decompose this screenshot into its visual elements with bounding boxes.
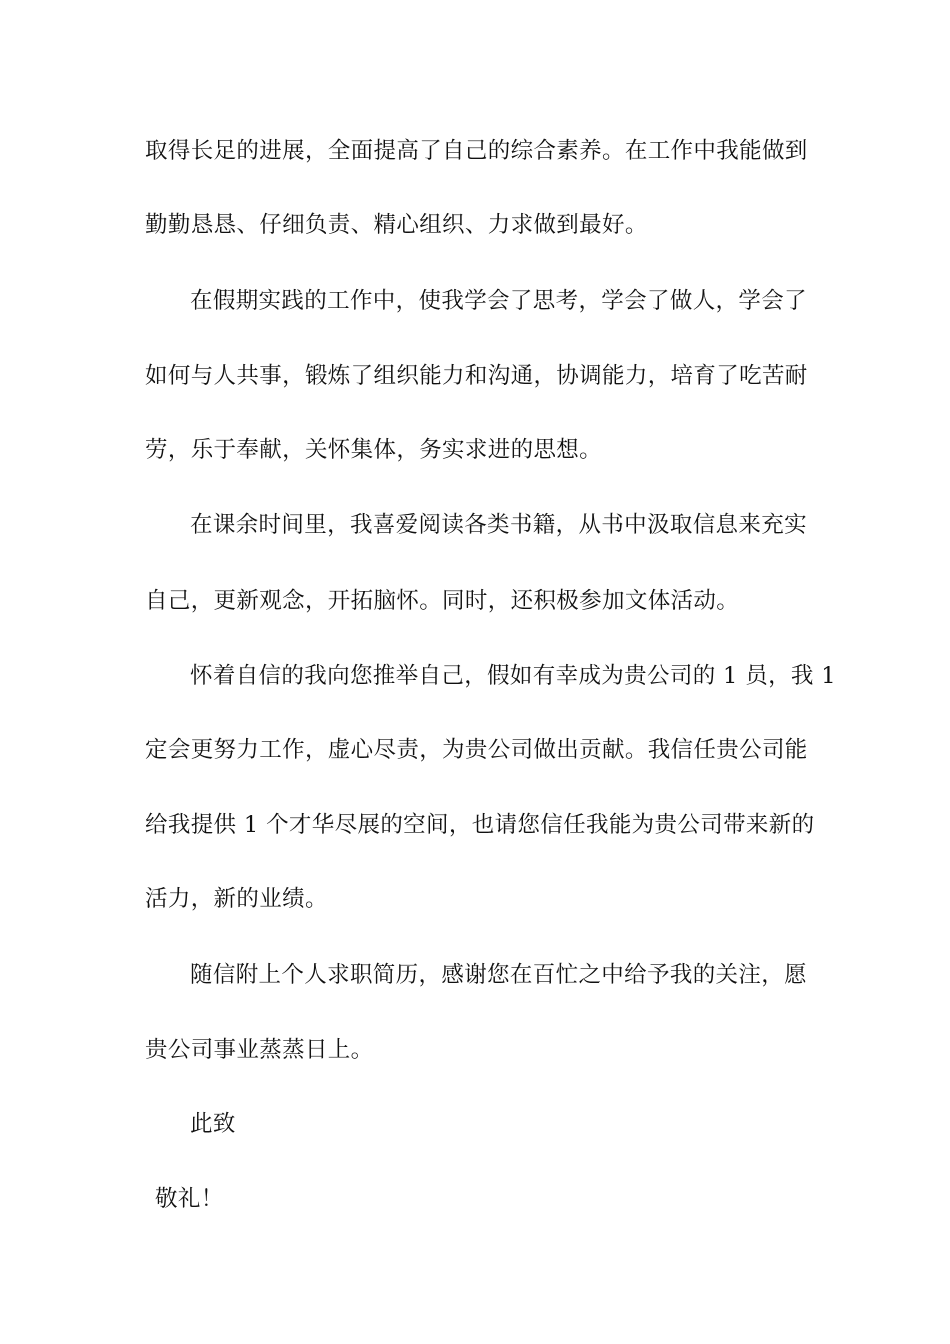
text-line: 劳，乐于奉献，关怀集体，务实求进的思想。	[145, 437, 603, 463]
text-line: 活力，新的业绩。	[145, 886, 328, 912]
paragraph-start-line: 在课余时间里，我喜爱阅读各类书籍，从书中汲取信息来充实	[190, 512, 807, 538]
paragraph-start-line: 在假期实践的工作中，使我学会了思考，学会了做人，学会了	[190, 288, 807, 314]
text-line: 取得长足的进展，全面提高了自己的综合素养。在工作中我能做到	[145, 138, 808, 164]
text-line: 定会更努力工作，虚心尽责，为贵公司做出贡献。我信任贵公司能	[145, 737, 808, 763]
closing-salute: 敬礼！	[155, 1186, 224, 1212]
text-line: 贵公司事业蒸蒸日上。	[145, 1037, 374, 1063]
text-line: 给我提供 1 个才华尽展的空间，也请您信任我能为贵公司带来新的	[145, 812, 815, 838]
text-line: 如何与人共事，锻炼了组织能力和沟通，协调能力，培育了吃苦耐	[145, 363, 808, 389]
text-line: 自己，更新观念，开拓脑怀。同时，还积极参加文体活动。	[145, 588, 740, 614]
paragraph-start-line: 随信附上个人求职简历，感谢您在百忙之中给予我的关注，愿	[190, 962, 807, 988]
paragraph-start-line: 怀着自信的我向您推举自己，假如有幸成为贵公司的 1 员，我 1	[190, 663, 836, 689]
text-line: 勤勤恳恳、仔细负责、精心组织、力求做到最好。	[145, 212, 648, 238]
closing-phrase: 此致	[190, 1111, 236, 1137]
